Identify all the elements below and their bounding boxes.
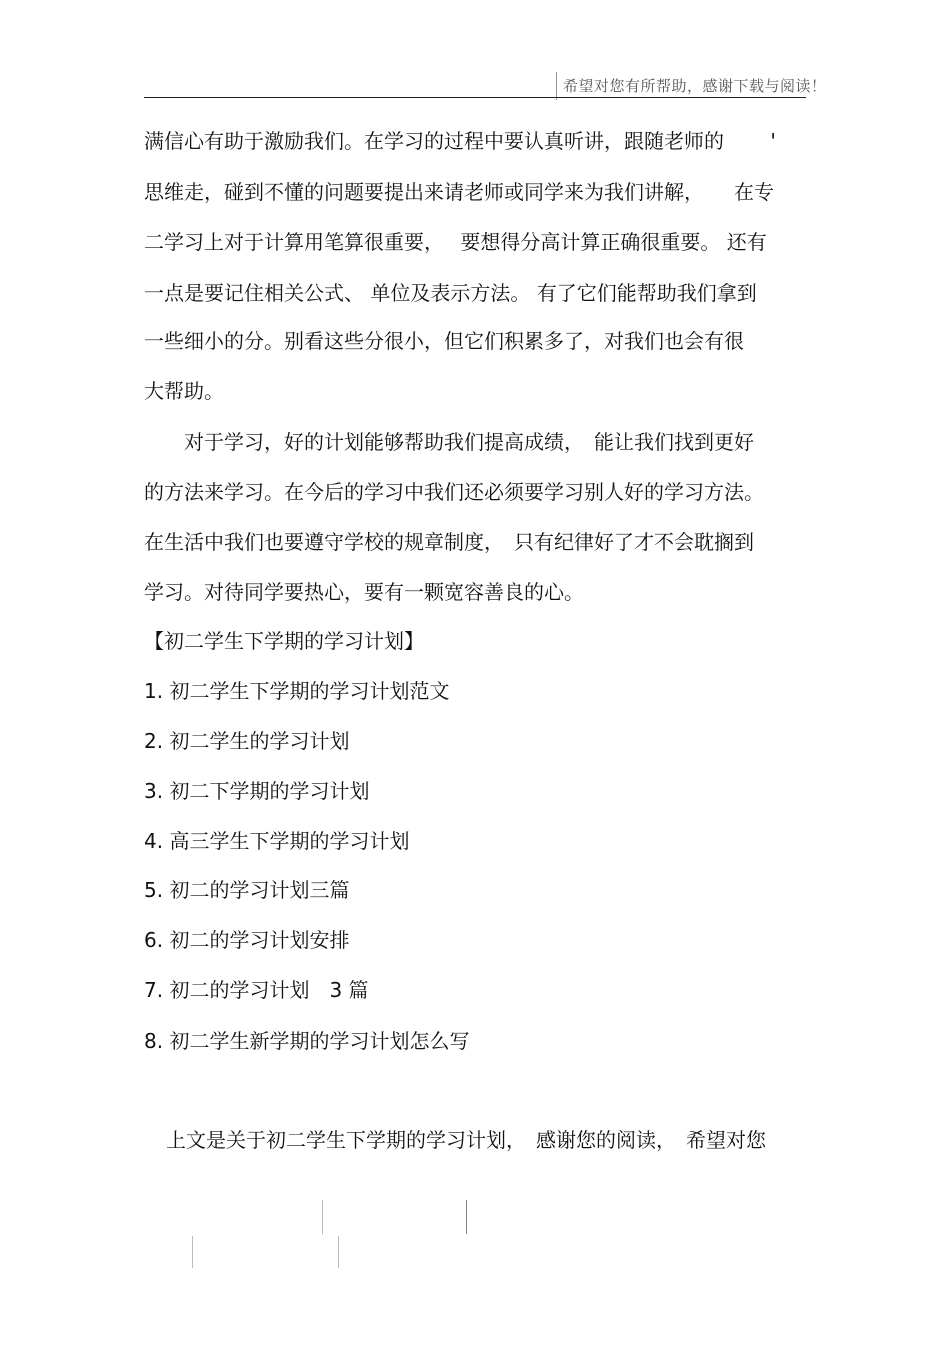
list-item: 3. 初二下学期的学习计划 (144, 779, 370, 803)
list-item: 2. 初二学生的学习计划 (144, 729, 350, 753)
body-line-6: 大帮助。 (144, 379, 224, 403)
list-item: 8. 初二学生新学期的学习计划怎么写 (144, 1029, 470, 1053)
list-item: 1. 初二学生下学期的学习计划范文 (144, 679, 450, 703)
body-line-10: 学习。对待同学要热心，要有一颗宽容善良的心。 (144, 580, 584, 604)
body-line-3: 二学习上对于计算用笔算很重要， 要想得分高计算正确很重要。 还有 (144, 230, 767, 254)
body-line-2: 思维走，碰到不懂的问题要提出来请老师或同学来为我们讲解， 在专 (144, 180, 774, 204)
list-item: 6. 初二的学习计划安排 (144, 928, 350, 952)
list-item: 4. 高三学生下学期的学习计划 (144, 829, 410, 853)
list-item: 5. 初二的学习计划三篇 (144, 878, 350, 902)
scan-mark (192, 1236, 193, 1268)
body-line-9: 在生活中我们也要遵守学校的规章制度， 只有纪律好了才不会耽搁到 (144, 530, 754, 554)
header-note: 希望对您有所帮助，感谢下载与阅读！ (556, 72, 806, 100)
section-title: 【初二学生下学期的学习计划】 (144, 629, 424, 653)
body-line-8: 的方法来学习。在今后的学习中我们还必须要学习别人好的学习方法。 (144, 480, 764, 504)
closing-line: 上文是关于初二学生下学期的学习计划， 感谢您的阅读， 希望对您 (166, 1128, 766, 1152)
header-rule (144, 97, 806, 98)
scan-mark (322, 1200, 323, 1234)
list-item: 7. 初二的学习计划 3 篇 (144, 978, 369, 1002)
body-line-7: 对于学习，好的计划能够帮助我们提高成绩， 能让我们找到更好 (144, 430, 754, 454)
body-line-5: 一些细小的分。别看这些分很小，但它们积累多了，对我们也会有很 (144, 329, 744, 353)
body-line-1: 满信心有助于激励我们。在学习的过程中要认真听讲，跟随老师的 ' (144, 129, 776, 153)
scan-mark (338, 1236, 339, 1268)
scan-mark (466, 1200, 467, 1234)
body-line-4: 一点是要记住相关公式、 单位及表示方法。 有了它们能帮助我们拿到 (144, 281, 757, 305)
